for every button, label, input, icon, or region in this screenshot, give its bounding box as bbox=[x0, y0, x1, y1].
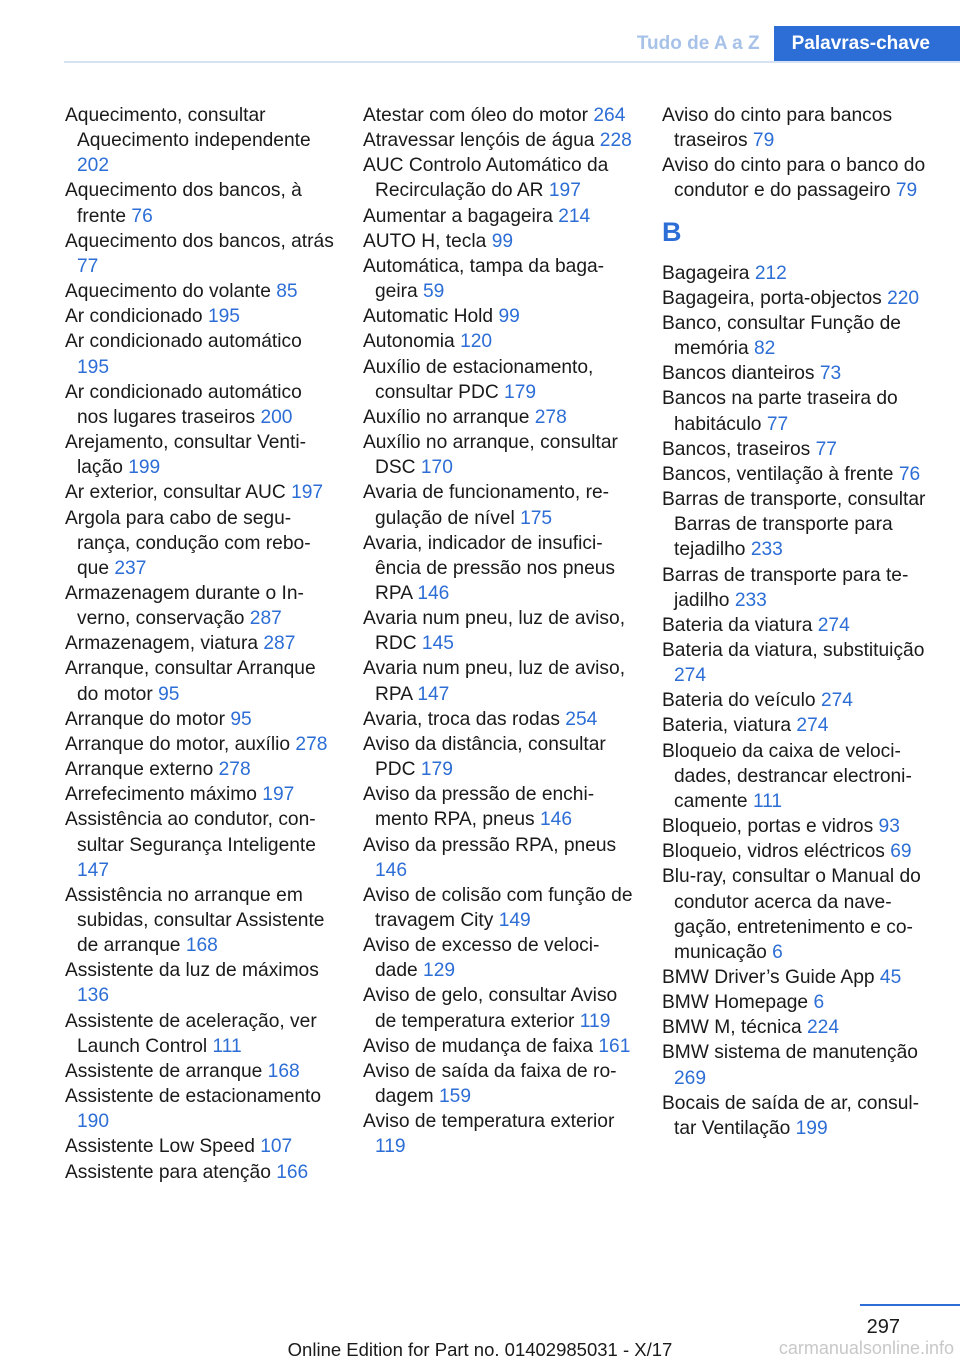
entry-text: Aviso do cinto para bancos traseiros bbox=[662, 105, 893, 152]
entry-text: Auxílio de estacionamento, consultar PDC bbox=[363, 356, 594, 403]
page-reference-link[interactable]: 77 bbox=[77, 255, 99, 277]
index-entry bbox=[662, 638, 932, 688]
page-reference-link[interactable]: 93 bbox=[878, 816, 900, 838]
index-entry bbox=[363, 1059, 633, 1109]
entry-text: Aviso do cinto para o banco do condutor e do passageiro bbox=[662, 155, 926, 202]
entry-text: Bateria da viatura, substituição bbox=[662, 639, 925, 661]
page-reference-link[interactable]: 197 bbox=[262, 784, 295, 806]
page-reference-link[interactable]: 237 bbox=[114, 557, 147, 579]
entry-text: Bancos na parte traseira do habitáculo bbox=[662, 388, 898, 435]
index-entry bbox=[662, 487, 932, 562]
entry-text: Bateria da viatura bbox=[662, 614, 813, 636]
page-reference-link[interactable]: 99 bbox=[491, 230, 514, 252]
page-reference-link[interactable]: 287 bbox=[249, 608, 282, 630]
entry-text: Avaria, troca das rodas bbox=[363, 708, 560, 730]
index-entry bbox=[65, 656, 335, 706]
index-entry bbox=[363, 732, 633, 782]
index-entry bbox=[363, 933, 633, 983]
entry-text: BMW Homepage bbox=[662, 992, 809, 1014]
page-reference-link[interactable]: 73 bbox=[819, 363, 842, 385]
page-reference-link[interactable]: 82 bbox=[753, 338, 776, 360]
entry-text: Aviso da distância, consultar PDC bbox=[363, 733, 606, 781]
index-entry bbox=[65, 1009, 335, 1059]
page-reference-link[interactable]: 214 bbox=[558, 205, 591, 227]
index-entry bbox=[662, 739, 932, 814]
index-column-3 bbox=[662, 103, 932, 1141]
page-reference-link[interactable]: 220 bbox=[887, 287, 920, 309]
page-reference-link[interactable]: 274 bbox=[674, 665, 707, 687]
entry-text: AUC Controlo Automático da Recirculação do AR bbox=[363, 155, 609, 202]
index-entry bbox=[662, 311, 932, 361]
page-reference-link[interactable]: 278 bbox=[534, 406, 567, 428]
edition-note: Online Edition for Part no. 01402985031 - X/17 bbox=[287, 1339, 673, 1360]
index-entry bbox=[662, 613, 932, 638]
page-reference-link[interactable]: 175 bbox=[520, 507, 553, 529]
index-entry bbox=[662, 103, 932, 153]
entry-text: Aviso de gelo, consultar Aviso de temperatura exterior bbox=[363, 985, 618, 1032]
page-number: 297 bbox=[866, 1316, 900, 1338]
page-reference-link[interactable]: 179 bbox=[420, 759, 453, 781]
entry-text: Ar condicionado bbox=[65, 306, 203, 328]
header-tabs bbox=[623, 26, 960, 62]
entry-text: Arranque externo bbox=[65, 759, 214, 781]
page-reference-link[interactable]: 195 bbox=[77, 356, 110, 378]
page-reference-link[interactable]: 170 bbox=[420, 457, 453, 479]
index-entry bbox=[65, 506, 335, 581]
page-reference-link[interactable]: 200 bbox=[260, 406, 293, 428]
index-entry bbox=[363, 254, 633, 304]
page-reference-link[interactable]: 76 bbox=[131, 205, 153, 227]
index-entry bbox=[662, 261, 932, 286]
page-reference-link[interactable]: 274 bbox=[796, 715, 829, 737]
index-entry bbox=[65, 1134, 335, 1159]
page-reference-link[interactable]: 278 bbox=[218, 759, 251, 781]
page-reference-link[interactable]: 119 bbox=[579, 1010, 611, 1032]
index-entry bbox=[363, 229, 633, 254]
entry-text: Bancos, ventilação à frente bbox=[662, 463, 894, 485]
entry-text: Barras de transporte para tejadilho bbox=[662, 564, 909, 611]
entry-text: Aviso de excesso de velocidade bbox=[363, 935, 600, 982]
entry-text: Automática, tampa da bagageira bbox=[363, 255, 605, 303]
entry-text: Auxílio no arranque bbox=[363, 406, 530, 428]
index-entry bbox=[662, 386, 932, 436]
page-reference-link[interactable]: 147 bbox=[417, 683, 450, 705]
entry-text: Bagageira bbox=[662, 262, 750, 284]
entry-text: Armazenagem durante o Inverno, conservação bbox=[65, 582, 304, 630]
index-entry bbox=[65, 807, 335, 882]
page-reference-link[interactable]: 168 bbox=[185, 935, 218, 957]
entry-text: Arranque, consultar Arranque do motor bbox=[65, 658, 316, 705]
entry-text: Autonomia bbox=[363, 331, 455, 353]
entry-text: Auxílio no arranque, consultar DSC bbox=[363, 432, 618, 479]
entry-text: Bateria do veículo bbox=[662, 690, 816, 712]
page-reference-link[interactable]: 85 bbox=[276, 281, 298, 303]
index-entry bbox=[65, 329, 335, 379]
page-reference-link[interactable]: 254 bbox=[565, 708, 598, 730]
entry-text: BMW sistema de manutenção bbox=[662, 1042, 918, 1064]
entry-text: Bocais de saída de ar, consultar Ventilação bbox=[662, 1092, 920, 1139]
entry-text: AUTO H, tecla bbox=[363, 230, 487, 252]
index-entry bbox=[65, 1059, 335, 1084]
index-entry bbox=[363, 405, 633, 430]
index-entry bbox=[65, 883, 335, 958]
index-entry bbox=[662, 839, 932, 864]
page-reference-link[interactable]: 136 bbox=[77, 985, 110, 1007]
entry-text: Assistente de aceleração, ver Launch Control bbox=[65, 1010, 317, 1057]
page-reference-link[interactable]: 69 bbox=[890, 841, 912, 863]
entry-text: Bancos, traseiros bbox=[662, 438, 811, 460]
index-entry bbox=[363, 656, 633, 706]
index-entry bbox=[363, 304, 633, 329]
index-entry bbox=[65, 581, 335, 631]
index-entry bbox=[662, 965, 932, 990]
footer-divider bbox=[860, 1304, 960, 1306]
index-entry bbox=[363, 707, 633, 732]
index-group-b bbox=[662, 261, 932, 1141]
tab-palavras-chave[interactable]: Palavras-chave bbox=[774, 26, 960, 62]
page-reference-link[interactable]: 190 bbox=[77, 1111, 110, 1133]
page-reference-link[interactable]: 79 bbox=[895, 180, 918, 202]
page-reference-link[interactable]: 199 bbox=[795, 1117, 828, 1139]
page-reference-link[interactable]: 146 bbox=[375, 859, 408, 881]
page-reference-link[interactable]: 45 bbox=[879, 967, 902, 988]
entry-text: Avaria num pneu, luz de aviso, RPA bbox=[363, 658, 626, 705]
entry-text: Aviso da pressão de enchimento RPA, pneus bbox=[363, 784, 595, 831]
page-reference-link[interactable]: 76 bbox=[898, 463, 921, 485]
entry-text: Ar condicionado automático nos lugares traseiros bbox=[65, 381, 302, 428]
index-entry bbox=[363, 329, 633, 354]
entry-text: Bateria, viatura bbox=[662, 715, 792, 737]
header-divider bbox=[64, 61, 960, 63]
page-reference-link[interactable]: 6 bbox=[772, 941, 783, 963]
page-reference-link[interactable]: 287 bbox=[263, 633, 296, 655]
page-reference-link[interactable]: 59 bbox=[423, 281, 445, 303]
index-group-a-end bbox=[662, 103, 932, 204]
entry-text: BMW M, técnica bbox=[662, 1017, 802, 1039]
page-reference-link[interactable]: 264 bbox=[593, 105, 626, 126]
entry-text: Blu-ray, consultar o Manual do condutor acerca da navegação, entretenimento e comunicação bbox=[662, 866, 921, 963]
entry-text: Aviso de mudança de faixa bbox=[363, 1035, 594, 1057]
index-entry bbox=[363, 355, 633, 405]
index-entry bbox=[363, 606, 633, 656]
index-entry bbox=[363, 833, 633, 883]
page-reference-link[interactable]: 212 bbox=[754, 262, 787, 284]
page-reference-link[interactable]: 119 bbox=[375, 1136, 406, 1158]
entry-text: Aumentar a bagageira bbox=[363, 205, 553, 227]
index-entry bbox=[662, 713, 932, 738]
index-entry bbox=[65, 707, 335, 732]
page-reference-link[interactable]: 195 bbox=[207, 306, 240, 328]
page-reference-link[interactable]: 159 bbox=[439, 1086, 472, 1108]
entry-text: Aquecimento dos bancos, atrás bbox=[65, 230, 334, 252]
page-reference-link[interactable]: 95 bbox=[158, 683, 180, 705]
entry-text: Avaria num pneu, luz de aviso, RDC bbox=[363, 608, 626, 655]
index-entry bbox=[65, 757, 335, 782]
index-entry bbox=[65, 304, 335, 329]
page-reference-link[interactable]: 233 bbox=[750, 539, 783, 561]
index-entry bbox=[363, 153, 633, 203]
entry-text: Ar exterior, consultar AUC bbox=[65, 482, 286, 504]
entry-text: Aviso da pressão RPA, pneus bbox=[363, 834, 617, 856]
index-entry bbox=[363, 782, 633, 832]
page-reference-link[interactable]: 95 bbox=[230, 708, 252, 730]
index-entry bbox=[65, 178, 335, 228]
entry-text: Bancos dianteiros bbox=[662, 363, 815, 385]
entry-text: Arranque do motor, auxílio bbox=[65, 733, 291, 755]
index-entry bbox=[363, 883, 633, 933]
entry-text: Bagageira, porta-objectos bbox=[662, 287, 882, 309]
index-entry bbox=[662, 688, 932, 713]
index-entry bbox=[662, 814, 932, 839]
page-reference-link[interactable]: 77 bbox=[815, 438, 837, 460]
page-reference-link[interactable]: 168 bbox=[267, 1060, 300, 1082]
index-entry bbox=[65, 480, 335, 505]
page-reference-link[interactable]: 77 bbox=[766, 413, 789, 435]
index-entry bbox=[363, 983, 633, 1033]
index-entry bbox=[662, 286, 932, 311]
page-reference-link[interactable]: 233 bbox=[734, 589, 767, 611]
entry-text: BMW Driver’s Guide App bbox=[662, 967, 875, 988]
page-reference-link[interactable]: 274 bbox=[820, 690, 853, 712]
index-column-2 bbox=[363, 103, 633, 1160]
page-reference-link[interactable]: 111 bbox=[212, 1035, 242, 1057]
page-reference-link[interactable]: 107 bbox=[260, 1136, 293, 1158]
index-entry bbox=[65, 380, 335, 430]
index-entry bbox=[363, 128, 633, 153]
entry-text: Armazenagem, viatura bbox=[65, 633, 259, 655]
entry-text: Bloqueio da caixa de velocidades, destrancar electronicamente bbox=[662, 740, 912, 812]
watermark: carmanualsonline.info bbox=[778, 1338, 954, 1358]
entry-text: Assistência no arranque em subidas, consultar Assistente de arranque bbox=[65, 884, 325, 957]
index-entry bbox=[363, 531, 633, 606]
page-reference-link[interactable]: 161 bbox=[598, 1035, 631, 1057]
entry-text: Avaria de funcionamento, regulação de nível bbox=[363, 482, 610, 529]
entry-text: Banco, consultar Função de memória bbox=[662, 312, 901, 360]
index-entry bbox=[65, 782, 335, 807]
page-reference-link[interactable]: 99 bbox=[498, 306, 520, 328]
page-reference-link[interactable]: 120 bbox=[460, 331, 493, 353]
page-reference-link[interactable]: 274 bbox=[817, 614, 850, 636]
entry-text: Arrefecimento máximo bbox=[65, 784, 257, 806]
entry-text: Bloqueio, vidros eléctricos bbox=[662, 841, 885, 863]
entry-text: Aviso de saída da faixa de rodagem bbox=[363, 1060, 617, 1108]
entry-text: Bloqueio, portas e vidros bbox=[662, 816, 874, 838]
page-reference-link[interactable]: 79 bbox=[752, 130, 775, 152]
page-reference-link[interactable]: 228 bbox=[599, 130, 632, 152]
index-entry bbox=[662, 462, 932, 487]
index-entry bbox=[363, 204, 633, 229]
index-entry bbox=[65, 103, 335, 178]
entry-text: Arejamento, consultar Ventilação bbox=[65, 432, 307, 479]
page-reference-link[interactable]: 145 bbox=[421, 633, 454, 655]
page-reference-link[interactable]: 166 bbox=[276, 1161, 309, 1183]
index-entry bbox=[65, 1160, 335, 1185]
index-entry bbox=[363, 480, 633, 530]
entry-text: Barras de transporte, consultar Barras de transporte para tejadilho bbox=[662, 489, 926, 561]
index-entry bbox=[662, 1091, 932, 1141]
index-entry bbox=[363, 430, 633, 480]
page-reference-link[interactable]: 199 bbox=[128, 457, 161, 479]
index-entry bbox=[662, 153, 932, 203]
index-entry bbox=[662, 1040, 932, 1090]
entry-text: Avaria, indicador de insuficiência de pressão nos pneus RPA bbox=[363, 532, 616, 604]
index-entry bbox=[363, 1034, 633, 1059]
index-entry bbox=[65, 631, 335, 656]
index-entry bbox=[363, 103, 633, 128]
index-entry bbox=[662, 990, 932, 1015]
index-entry bbox=[65, 1084, 335, 1134]
page-reference-link[interactable]: 202 bbox=[77, 155, 110, 177]
entry-text: Arranque do motor bbox=[65, 708, 225, 730]
page-reference-link[interactable]: 149 bbox=[498, 910, 531, 931]
index-entry bbox=[662, 563, 932, 613]
entry-text: Assistente de arranque bbox=[65, 1060, 263, 1082]
page-reference-link[interactable]: 6 bbox=[813, 992, 825, 1014]
entry-text: Aquecimento dos bancos, à frente bbox=[65, 180, 302, 227]
index-entry bbox=[363, 1109, 633, 1159]
index-entry bbox=[65, 732, 335, 757]
index-entry bbox=[662, 361, 932, 386]
index-entry bbox=[65, 229, 335, 279]
index-entry bbox=[65, 958, 335, 1008]
page-reference-link[interactable]: 197 bbox=[548, 180, 581, 202]
entry-text: Assistente para atenção bbox=[65, 1161, 271, 1183]
entry-text: Atestar com óleo do motor bbox=[363, 105, 589, 126]
page-reference-link[interactable]: 179 bbox=[504, 381, 537, 403]
entry-text: Assistente da luz de máximos bbox=[65, 960, 319, 982]
entry-text: Aquecimento do volante bbox=[65, 281, 271, 303]
entry-text: Assistente de estacionamento bbox=[65, 1086, 321, 1108]
entry-text: Aviso de colisão com função de travagem City bbox=[363, 884, 633, 931]
page-reference-link[interactable]: 111 bbox=[752, 790, 783, 812]
index-entry bbox=[662, 1015, 932, 1040]
entry-text: Assistência ao condutor, consultar Segurança Inteligente bbox=[65, 809, 316, 856]
entry-text: Aquecimento, consultar Aquecimento independente bbox=[65, 105, 311, 152]
entry-text: Aviso de temperatura exterior bbox=[363, 1111, 615, 1133]
index-entry bbox=[65, 430, 335, 480]
entry-text: Atravessar lençóis de água bbox=[363, 130, 595, 152]
page-reference-link[interactable]: 269 bbox=[674, 1067, 707, 1089]
index-entry bbox=[65, 279, 335, 304]
page-reference-link[interactable]: 147 bbox=[77, 859, 110, 881]
page-reference-link[interactable]: 197 bbox=[291, 482, 324, 504]
entry-text: Assistente Low Speed bbox=[65, 1136, 255, 1158]
page-reference-link[interactable]: 146 bbox=[417, 582, 450, 604]
page-reference-link[interactable]: 224 bbox=[807, 1017, 840, 1039]
page-reference-link[interactable]: 278 bbox=[295, 733, 328, 755]
index-column-1 bbox=[65, 103, 335, 1185]
page-reference-link[interactable]: 129 bbox=[423, 960, 456, 982]
tab-tudo-de-a-a-z[interactable]: Tudo de A a Z bbox=[623, 26, 774, 62]
entry-text: Argola para cabo de segurança, condução com reboque bbox=[65, 507, 311, 579]
letter-heading-b: B bbox=[662, 216, 682, 247]
page-reference-link[interactable]: 146 bbox=[539, 809, 572, 831]
entry-text: Ar condicionado automático bbox=[65, 331, 302, 353]
entry-text: Automatic Hold bbox=[363, 306, 494, 328]
index-entry bbox=[662, 864, 932, 965]
index-entry bbox=[662, 437, 932, 462]
